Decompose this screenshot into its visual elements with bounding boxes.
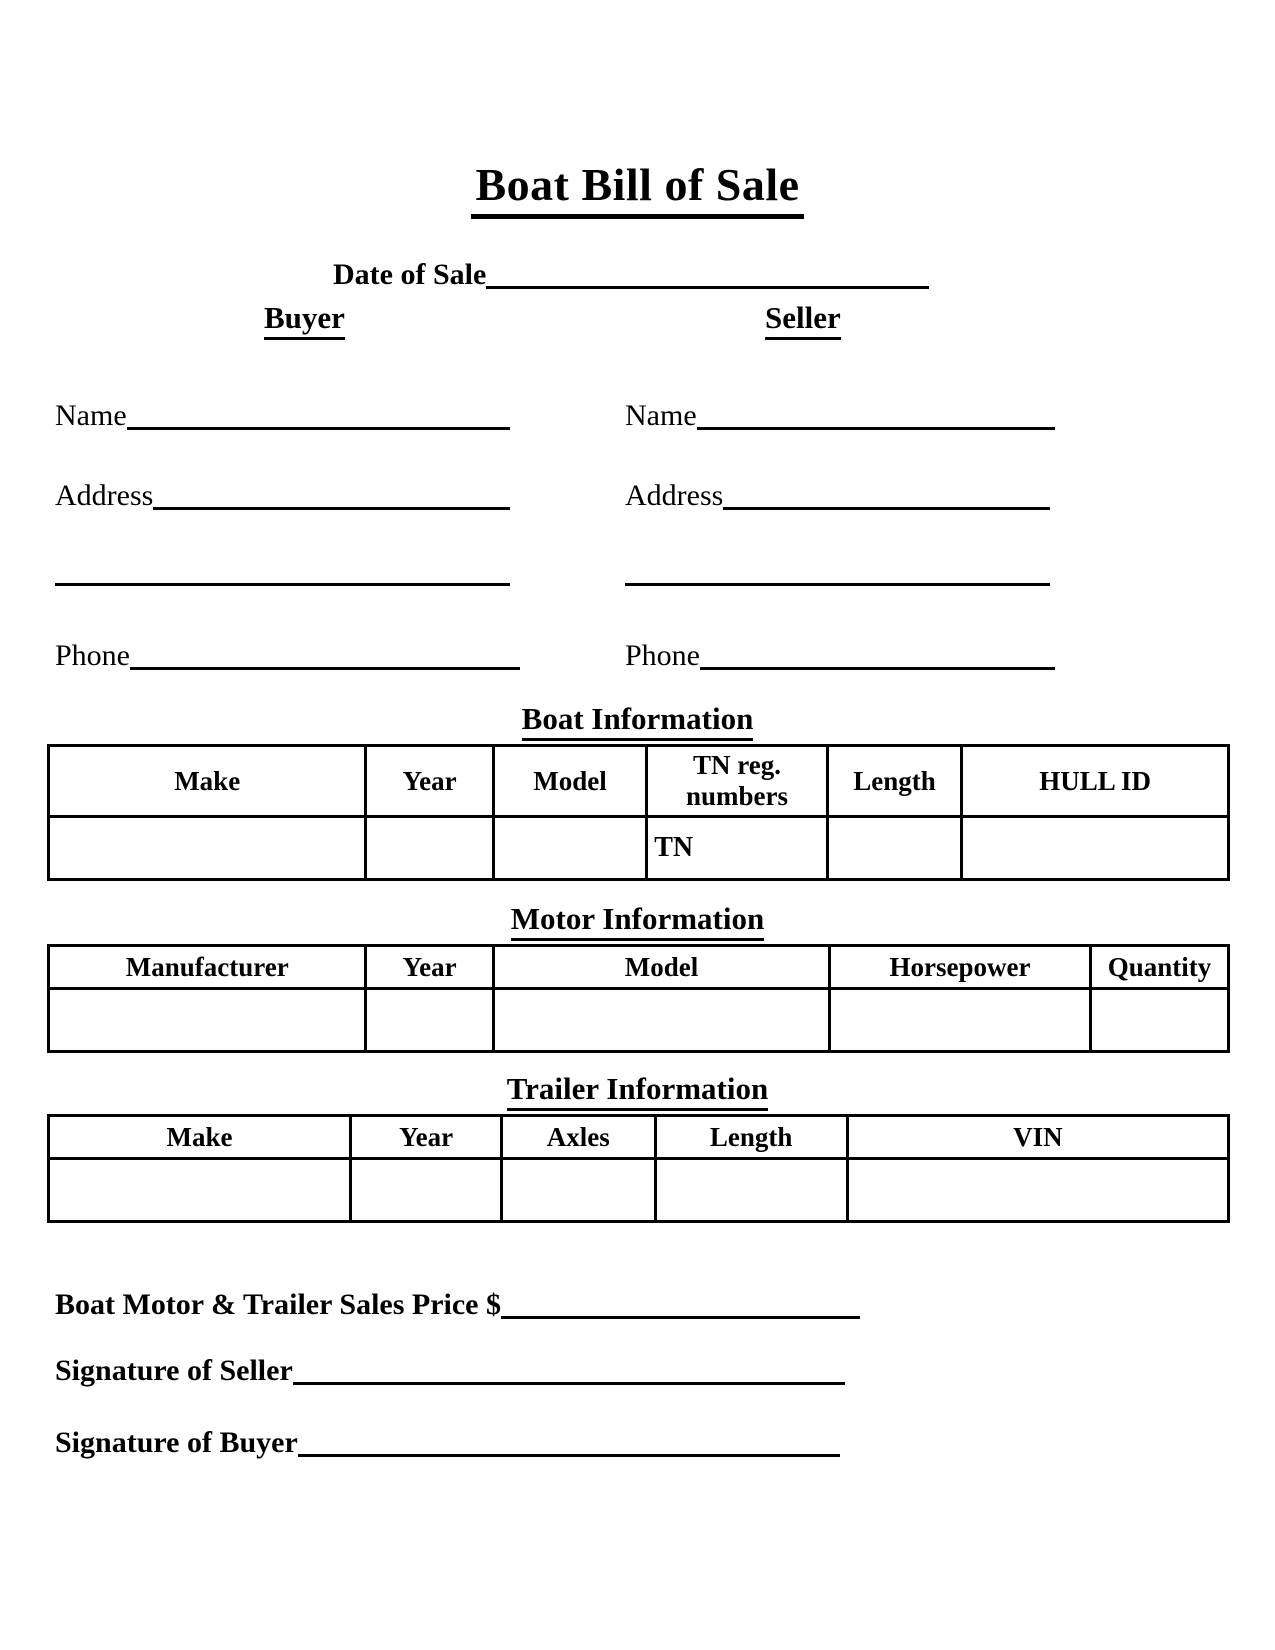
trailer-col-length: Length xyxy=(655,1116,847,1159)
boat-section-heading: Boat Information xyxy=(0,700,1275,741)
motor-info-table xyxy=(47,944,1230,1053)
signature-seller-line[interactable] xyxy=(293,1352,845,1385)
buyer-name-line[interactable] xyxy=(127,397,510,430)
buyer-name-label: Name xyxy=(55,399,127,432)
buyer-phone-row xyxy=(55,637,520,674)
sales-price-label: Boat Motor & Trailer Sales Price $ xyxy=(55,1288,502,1321)
boat-cell-year[interactable] xyxy=(366,817,493,880)
seller-address-label: Address xyxy=(625,479,724,512)
motor-col-horsepower: Horsepower xyxy=(830,946,1091,989)
trailer-col-vin: VIN xyxy=(847,1116,1228,1159)
motor-header-row xyxy=(49,946,1229,989)
seller-name-label: Name xyxy=(625,399,697,432)
date-of-sale-label: Date of Sale xyxy=(333,258,487,291)
date-of-sale-line[interactable] xyxy=(486,256,929,289)
seller-header: Seller xyxy=(765,300,841,340)
buyer-address-line[interactable] xyxy=(153,477,510,510)
sales-price-line[interactable] xyxy=(501,1286,860,1319)
seller-name-row xyxy=(625,397,1055,434)
motor-col-year: Year xyxy=(366,946,493,989)
signature-buyer-line[interactable] xyxy=(298,1424,840,1457)
buyer-header: Buyer xyxy=(264,300,345,340)
boat-col-year: Year xyxy=(366,746,493,817)
boat-col-make: Make xyxy=(49,746,366,817)
boat-col-model: Model xyxy=(493,746,646,817)
motor-cell-quantity[interactable] xyxy=(1090,989,1228,1052)
motor-col-quantity: Quantity xyxy=(1090,946,1228,989)
seller-phone-label: Phone xyxy=(625,639,700,672)
boat-col-hull-id: HULL ID xyxy=(962,746,1229,817)
seller-phone-line[interactable] xyxy=(700,637,1055,670)
boat-cell-model[interactable] xyxy=(493,817,646,880)
trailer-cell-length[interactable] xyxy=(655,1159,847,1222)
motor-col-manufacturer: Manufacturer xyxy=(49,946,366,989)
trailer-cell-make[interactable] xyxy=(49,1159,351,1222)
motor-col-model: Model xyxy=(493,946,829,989)
buyer-name-row xyxy=(55,397,510,434)
trailer-section-heading: Trailer Information xyxy=(0,1070,1275,1111)
buyer-address-row xyxy=(55,477,510,514)
motor-cell-year[interactable] xyxy=(366,989,493,1052)
seller-address-row xyxy=(625,477,1050,514)
motor-data-row xyxy=(49,989,1229,1052)
buyer-phone-line[interactable] xyxy=(130,637,520,670)
page-title: Boat Bill of Sale xyxy=(0,158,1275,219)
trailer-data-row xyxy=(49,1159,1229,1222)
seller-name-line[interactable] xyxy=(697,397,1055,430)
boat-data-row xyxy=(49,817,1229,880)
buyer-address-label: Address xyxy=(55,479,154,512)
boat-cell-length[interactable] xyxy=(827,817,962,880)
seller-address-line[interactable] xyxy=(723,477,1050,510)
boat-cell-tn-reg-numbers[interactable]: TN xyxy=(647,817,828,880)
signature-buyer-label: Signature of Buyer xyxy=(55,1426,298,1459)
trailer-info-table xyxy=(47,1114,1230,1223)
motor-cell-manufacturer[interactable] xyxy=(49,989,366,1052)
motor-section-heading: Motor Information xyxy=(0,900,1275,941)
signature-seller-label: Signature of Seller xyxy=(55,1354,293,1387)
boat-cell-make[interactable] xyxy=(49,817,366,880)
signature-buyer-row xyxy=(55,1424,840,1461)
trailer-cell-vin[interactable] xyxy=(847,1159,1228,1222)
motor-cell-horsepower[interactable] xyxy=(830,989,1091,1052)
trailer-col-make: Make xyxy=(49,1116,351,1159)
date-of-sale-row xyxy=(333,256,929,293)
seller-address-line-2[interactable] xyxy=(625,583,1050,586)
trailer-cell-year[interactable] xyxy=(351,1159,502,1222)
boat-col-tn-reg-numbers: TN reg. numbers xyxy=(647,746,828,817)
buyer-address-line-2[interactable] xyxy=(55,583,510,586)
sales-price-row xyxy=(55,1286,860,1323)
trailer-header-row xyxy=(49,1116,1229,1159)
trailer-cell-axles[interactable] xyxy=(502,1159,655,1222)
motor-cell-model[interactable] xyxy=(493,989,829,1052)
buyer-phone-label: Phone xyxy=(55,639,130,672)
seller-phone-row xyxy=(625,637,1055,674)
trailer-col-year: Year xyxy=(351,1116,502,1159)
trailer-col-axles: Axles xyxy=(502,1116,655,1159)
boat-header-row xyxy=(49,746,1229,817)
boat-col-length: Length xyxy=(827,746,962,817)
boat-cell-hull-id[interactable] xyxy=(962,817,1229,880)
signature-seller-row xyxy=(55,1352,845,1389)
boat-info-table xyxy=(47,744,1230,881)
